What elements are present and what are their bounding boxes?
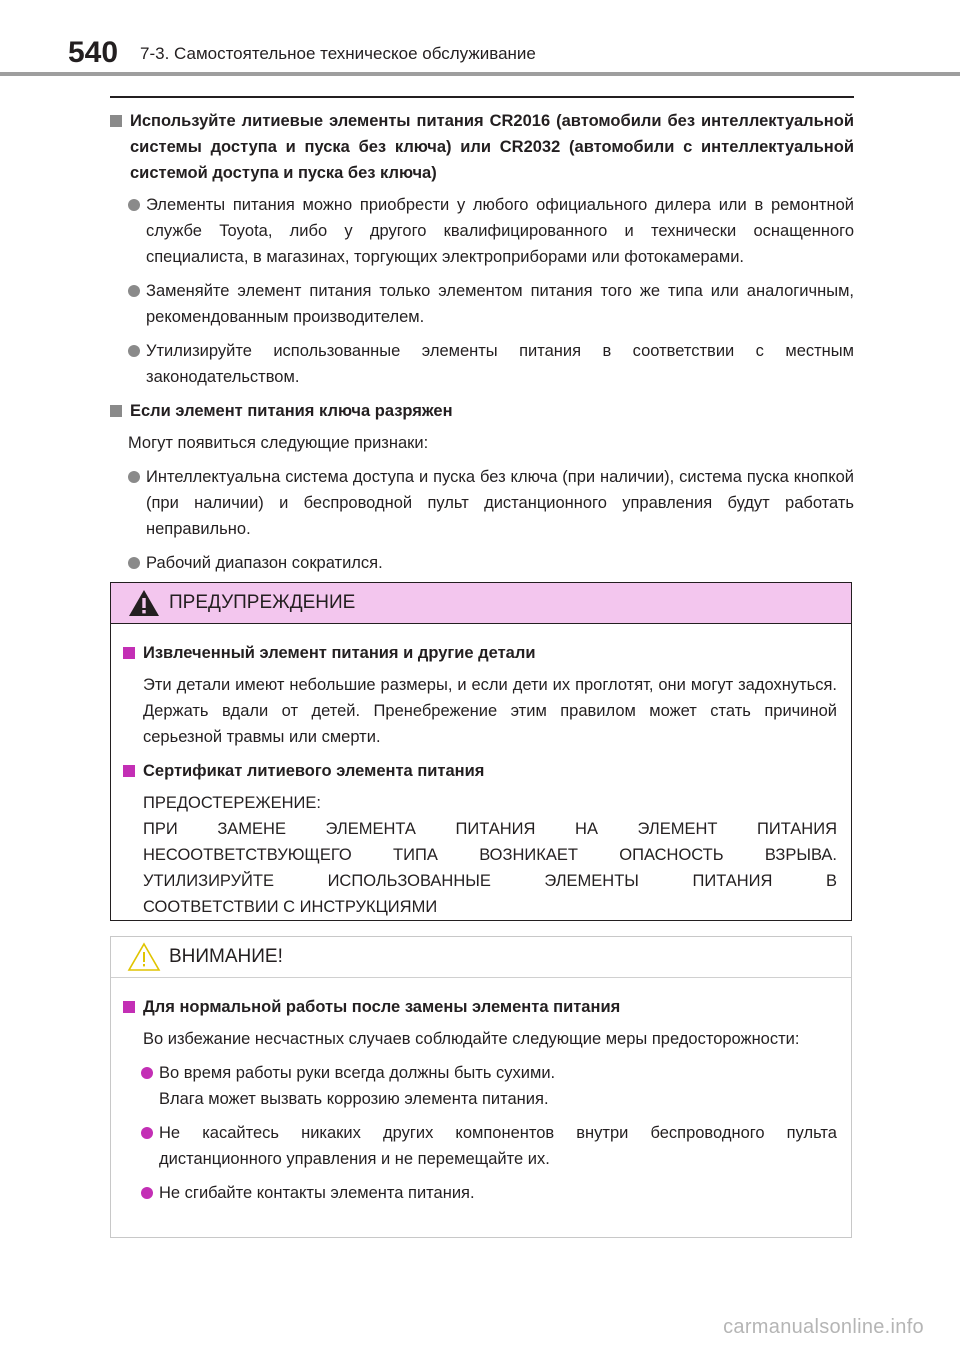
warning-triangle-icon [127, 588, 161, 618]
square-bullet-icon [110, 115, 122, 127]
round-bullet-icon [128, 285, 140, 297]
square-bullet-icon [123, 765, 135, 777]
warning-box [110, 582, 852, 921]
list-item [110, 550, 854, 576]
main-content [110, 108, 854, 584]
round-bullet-icon [141, 1067, 153, 1079]
certificate-text [123, 790, 837, 920]
section-heading-battery-low [110, 398, 854, 424]
certificate-line: ПРЕДОСТЕРЕЖЕНИЕ: [143, 794, 321, 812]
list-item-text: Утилизируйте использованные элементы питания в соответствии с местным законодательством. [146, 342, 854, 386]
warning-title: ПРЕДУПРЕЖДЕНИЕ [169, 592, 356, 613]
list-item-text: Не сгибайте контакты элемента питания. [159, 1184, 475, 1202]
certificate-line: УТИЛИЗИРУЙТЕ ИСПОЛЬЗОВАННЫЕ ЭЛЕМЕНТЫ ПИТАНИЯ В [143, 872, 837, 890]
list-item [123, 1180, 837, 1206]
heading-text: Используйте литиевые элементы питания CR2016 (автомобили без интеллектуальной системы доступа и пуска без ключа) или CR2032 (автомобили с интеллектуальной системой доступа и пуска без ключа) [130, 112, 854, 182]
heading-text: Для нормальной работы после замены элемента питания [143, 998, 621, 1016]
list-item-text: Не касайтесь никаких других компонентов внутри беспроводного пульта дистанционного управления и не перемещайте их. [159, 1124, 837, 1168]
heading-text: Если элемент питания ключа разряжен [130, 402, 453, 420]
list-item [110, 192, 854, 270]
caution-triangle-icon [127, 942, 161, 972]
warning-header [111, 583, 851, 624]
watermark: carmanualsonline.info [723, 1316, 924, 1338]
chapter-title: 7-3. Самостоятельное техническое обслуживание [140, 44, 536, 63]
section-heading-battery-type [110, 108, 854, 186]
content-top-divider [110, 96, 854, 98]
page-header [0, 0, 960, 72]
caution-header [111, 937, 851, 978]
page-number: 540 [68, 36, 119, 69]
caution-title: ВНИМАНИЕ! [169, 946, 283, 967]
section-intro: Могут появиться следующие признаки: [128, 434, 429, 452]
warning-item-text: Эти детали имеют небольшие размеры, и если дети их проглотят, они могут задохнуться. Держать вдали от детей. Пренебрежение этим правилом может стать причиной серьезной травмы или смерти. [143, 676, 837, 746]
round-bullet-icon [141, 1187, 153, 1199]
certificate-line: ПРИ ЗАМЕНЕ ЭЛЕМЕНТА ПИТАНИЯ НА ЭЛЕМЕНТ ПИТАНИЯ [143, 820, 837, 838]
heading-text: Сертификат литиевого элемента питания [143, 762, 485, 780]
caution-body [111, 978, 851, 1206]
list-item-text: Заменяйте элемент питания только элементом питания того же типа или аналогичным, рекомендованным производителем. [146, 282, 854, 326]
header-divider [0, 72, 960, 76]
square-bullet-icon [123, 647, 135, 659]
list-item [123, 1120, 837, 1172]
caution-heading [123, 994, 837, 1020]
list-item [110, 464, 854, 542]
caution-box [110, 936, 852, 1238]
round-bullet-icon [128, 345, 140, 357]
square-bullet-icon [123, 1001, 135, 1013]
list-item-text: Интеллектуальна система доступа и пуска без ключа (при наличии), система пуска кнопкой (при наличии) и беспроводной пульт дистанционного управления будут работать неправильно. [146, 468, 854, 538]
list-item [110, 338, 854, 390]
round-bullet-icon [128, 557, 140, 569]
certificate-line: НЕСООТВЕТСТВУЮЩЕГО ТИПА ВОЗНИКАЕТ ОПАСНОСТЬ ВЗРЫВА. [143, 846, 837, 864]
list-item-text: Влага может вызвать коррозию элемента питания. [159, 1090, 549, 1108]
round-bullet-icon [141, 1127, 153, 1139]
list-item [123, 1060, 837, 1112]
round-bullet-icon [128, 199, 140, 211]
warning-item-heading [123, 640, 837, 666]
certificate-line: СООТВЕТСТВИИ С ИНСТРУКЦИЯМИ [143, 898, 438, 916]
list-item-text: Во время работы руки всегда должны быть сухими. [159, 1064, 556, 1082]
caution-intro: Во избежание несчастных случаев соблюдайте следующие меры предосторожности: [143, 1030, 800, 1048]
heading-text: Извлеченный элемент питания и другие детали [143, 644, 536, 662]
warning-body [111, 624, 851, 920]
warning-item-heading [123, 758, 837, 784]
list-item-text: Рабочий диапазон сократился. [146, 554, 383, 572]
round-bullet-icon [128, 471, 140, 483]
square-bullet-icon [110, 405, 122, 417]
list-item-text: Элементы питания можно приобрести у любого официального дилера или в ремонтной службе Toyota, либо у другого квалифицированного и технически оснащенного специалиста, в магазинах, торгующих электроприборами или фотокамерами. [146, 196, 854, 266]
list-item [110, 278, 854, 330]
